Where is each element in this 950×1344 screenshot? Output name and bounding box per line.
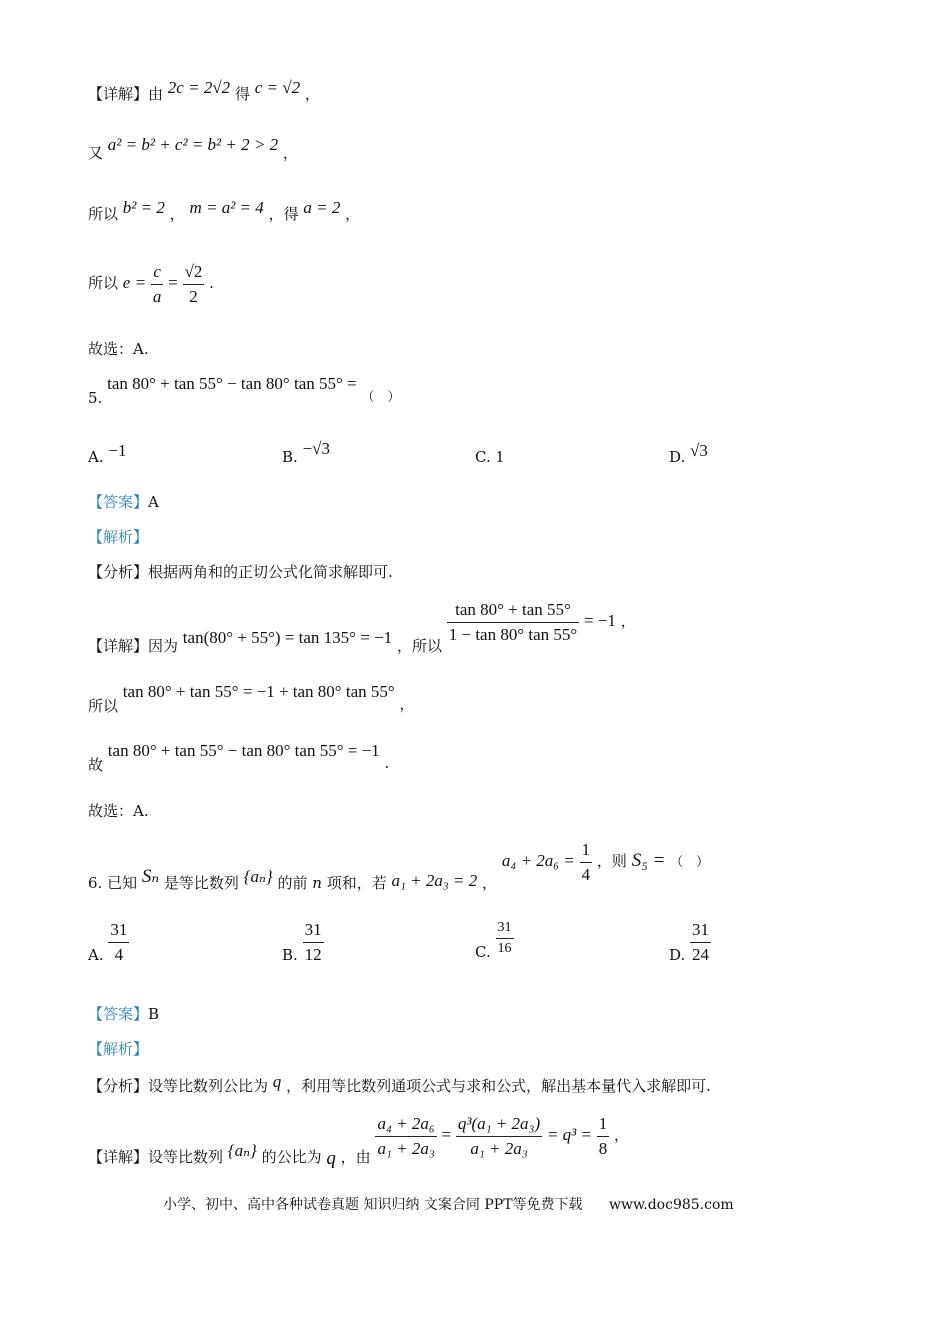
fraction [580, 840, 593, 884]
numerator: 1 [597, 1114, 610, 1137]
option-label: D. [669, 448, 686, 466]
equation: b² = 2 [122, 198, 165, 217]
q5-answer [88, 495, 159, 510]
equation: a = 2 [303, 198, 341, 217]
numerator: a₄ + 2a₆ [375, 1114, 436, 1137]
fraction [690, 920, 711, 964]
equation: S₅ = [631, 850, 666, 872]
option-label: C. [475, 448, 491, 466]
text: ，利用等比数列通项公式与求和公式，解出基本量代入求解即可. [286, 1077, 711, 1095]
punct: . [384, 754, 390, 772]
denominator: a [152, 286, 162, 306]
equation: = −1 [584, 611, 616, 631]
answer-value: B [148, 1005, 160, 1023]
equation: e = [122, 273, 147, 293]
equation: tan 80° + tan 55° − tan 80° tan 55° = [107, 374, 357, 393]
option-value: −1 [108, 441, 127, 460]
punct: ， [169, 205, 185, 223]
denominator: 2 [189, 286, 198, 306]
punct: ， [614, 1126, 630, 1145]
denominator: a₁ + 2a₃ [470, 1138, 528, 1158]
q6-fenxi [88, 1072, 711, 1095]
text: 【分析】设等比数列公比为 [88, 1077, 269, 1095]
punct: ， [482, 874, 498, 893]
numerator: √2 [183, 262, 205, 285]
equation: tan 80° + tan 55° = −1 + tan 80° tan 55° [122, 682, 395, 701]
detail-line-4 [88, 262, 214, 306]
punct: ， [345, 205, 361, 223]
equals: = [441, 1125, 452, 1145]
equation: Sₙ [141, 866, 160, 888]
numerator: 31 [303, 920, 324, 943]
question-number: 5. [88, 389, 103, 407]
q5-option-c [475, 447, 504, 467]
punct: ， [620, 612, 636, 631]
variable: n [312, 874, 322, 893]
fraction [303, 920, 324, 964]
q5-fenxi: 【分析】根据两角和的正切公式化简求解即可. [88, 563, 393, 581]
q5-detail-line-3 [88, 741, 390, 774]
answer-tag: 【答案】 [88, 493, 149, 511]
q6-analysis-tag: 【解析】 [88, 1040, 149, 1058]
equation: a₁ + 2a₃ = 2 [391, 871, 478, 891]
equation: {aₙ} [243, 867, 273, 887]
punct: ， [282, 144, 298, 162]
denominator: 8 [598, 1138, 608, 1158]
denominator: 16 [497, 941, 512, 957]
numerator: 31 [496, 920, 514, 939]
denominator: 12 [304, 944, 322, 964]
q5-analysis-tag: 【解析】 [88, 528, 149, 546]
text: 的公比为 [261, 1148, 322, 1167]
equation: m = a² = 4 [189, 198, 264, 217]
option-label: D. [669, 946, 686, 965]
detail-line-1 [88, 78, 320, 103]
equation: {aₙ} [227, 1141, 257, 1161]
numerator: 31 [690, 920, 711, 943]
equation: 2c = 2√2 [167, 78, 231, 97]
denominator: 4 [114, 944, 124, 964]
option-label: A. [88, 448, 104, 466]
q5-option-d [669, 441, 708, 467]
fraction [375, 1114, 436, 1158]
text: 所以 [88, 274, 119, 293]
text: 故 [88, 756, 104, 774]
fraction [447, 600, 579, 644]
option-value: √3 [690, 441, 708, 460]
denominator: 24 [692, 944, 710, 964]
numerator: 31 [108, 920, 129, 943]
option-label: B. [282, 448, 298, 466]
q6-option-a [88, 920, 129, 964]
text: ，由 [340, 1148, 371, 1167]
denominator: 1 − tan 80° tan 55° [448, 624, 578, 644]
q6-option-c [475, 920, 514, 961]
text: 项和，若 [326, 874, 387, 893]
detail-tag: 【详解】设等比数列 [88, 1148, 224, 1167]
variable: q [272, 1072, 282, 1091]
q6-option-d [669, 920, 711, 964]
q5-option-a [88, 441, 127, 467]
fraction [151, 262, 164, 306]
answer-tag: 【答案】 [88, 1005, 149, 1023]
punct: ， [304, 85, 320, 103]
fraction [496, 920, 514, 957]
fraction [597, 1114, 610, 1158]
punct: ， [399, 695, 415, 713]
equation: tan 80° + tan 55° − tan 80° tan 55° = −1 [107, 741, 380, 760]
numerator: c [151, 262, 164, 285]
denominator: 4 [581, 864, 591, 884]
option-label: B. [282, 946, 298, 965]
denominator: a₁ + 2a₃ [377, 1138, 435, 1158]
punct: . [209, 274, 214, 293]
q5-choice: 故选：A. [88, 802, 149, 820]
option-label: A. [88, 946, 104, 965]
text: ，所以 [396, 637, 442, 656]
text: 所以 [88, 205, 119, 223]
equals: = [168, 273, 178, 293]
detail-line-2 [88, 135, 298, 162]
text: 得 [234, 85, 250, 103]
option-value: 1 [495, 447, 504, 466]
numerator: 1 [580, 840, 593, 863]
fraction [108, 920, 129, 964]
answer-value: A [148, 493, 159, 511]
text: 又 [88, 144, 104, 162]
detail-line-3 [88, 198, 361, 223]
fraction [183, 262, 205, 306]
choice-line: 故选：A. [88, 340, 149, 358]
option-label: C. [475, 942, 491, 961]
q6-option-b [282, 920, 324, 964]
question-number: 6. 已知 [88, 874, 138, 893]
text: ，则 [596, 852, 627, 871]
footer-url[interactable]: www.doc985.com [608, 1197, 734, 1213]
answer-blank: （ ） [670, 855, 710, 871]
numerator: tan 80° + tan 55° [447, 600, 579, 623]
text: ，得 [268, 205, 299, 223]
equation: a² = b² + c² = b² + 2 > 2 [107, 135, 279, 154]
answer-blank: （ ） [361, 390, 401, 405]
text: 的前 [277, 874, 308, 893]
footer-text: 小学、初中、高中各种试卷真题 知识归纳 文案合同 PPT等免费下载 [163, 1197, 583, 1213]
text: 所以 [88, 697, 119, 715]
variable: q [326, 1148, 336, 1170]
equation: = q³ = [546, 1125, 592, 1145]
q5-detail-line-2 [88, 682, 415, 715]
detail-tag: 【详解】因为 [88, 637, 179, 656]
q5-stem [88, 374, 401, 407]
q6-detail-line-1 [88, 1114, 630, 1170]
q6-answer [88, 1007, 159, 1022]
detail-tag: 【详解】由 [88, 85, 164, 103]
equation: c = √2 [254, 78, 301, 97]
q6-stem [88, 840, 710, 893]
page-footer [163, 1194, 734, 1214]
text: 是等比数列 [163, 874, 239, 893]
equation: tan(80° + 55°) = tan 135° = −1 [182, 628, 393, 648]
option-value: −√3 [302, 439, 330, 458]
q5-detail-line-1 [88, 600, 636, 656]
equation: a₄ + 2a₆ = [501, 851, 575, 871]
numerator: q³(a₁ + 2a₃) [456, 1114, 542, 1137]
fraction [456, 1114, 542, 1158]
q5-option-b [282, 439, 330, 467]
